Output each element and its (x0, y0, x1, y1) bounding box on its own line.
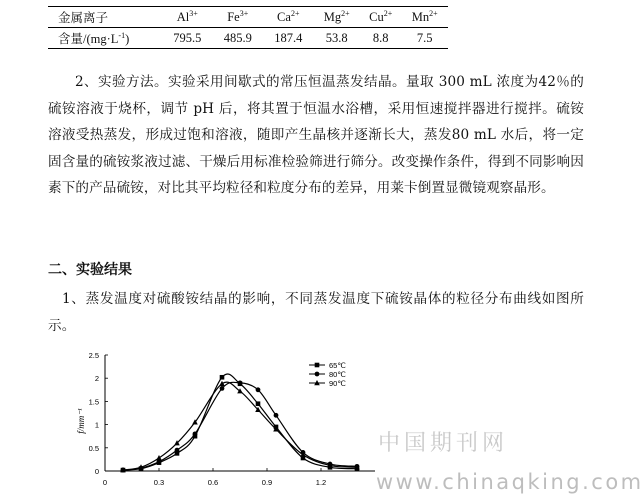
legend-entry: 90℃ (329, 379, 346, 388)
legend-entry: 80℃ (329, 370, 346, 379)
y-tick-label: 1.5 (88, 397, 99, 407)
y-tick-label: 2 (94, 374, 99, 384)
x-tick-label: 0.6 (207, 478, 219, 487)
x-tick-label: 0.9 (261, 478, 273, 487)
data-point (193, 431, 198, 436)
ion-header: $Mn^{2+}$ (401, 7, 448, 28)
particle-size-distribution-chart (55, 338, 380, 497)
y-tick-label: 2.5 (88, 351, 99, 360)
y-axis-label: f/mm⁻¹ (76, 408, 86, 434)
ion-header: $Fe^{3+}$ (213, 7, 264, 28)
watermark-url: www.chinaqking.com (376, 470, 644, 494)
table-row-label: 含量$/(mg\cdot L^{-1})$ (48, 28, 162, 49)
table-value-row (48, 28, 448, 49)
ion-header: $Mg^{2+}$ (314, 7, 360, 28)
ion-header: $Ca^{2+}$ (263, 7, 314, 28)
table-header-row (48, 7, 448, 28)
legend-marker (315, 363, 320, 368)
ion-value-cell: 53.8 (314, 28, 360, 49)
data-point (220, 375, 225, 380)
data-point (219, 381, 225, 386)
y-tick-label: 1 (94, 420, 99, 430)
x-tick-label: 0 (102, 478, 108, 487)
ion-value-cell: 187.4 (263, 28, 314, 49)
method-paragraph: 2、实验方法。实验采用间歇式的常压恒温蒸发结晶。量取 300 mL 浓度为42％的硫铵溶液于烧杯，调节 pH 后，将其置于恒温水浴槽，采用恒速搅拌器进行搅拌。硫铵溶液受热蒸发，形成过饱和溶液，随即产生晶核并逐渐长大，蒸发80 mL 水后，将一定固含量的硫铵浆液过滤、干燥后用标准检验筛进行筛分。改变操作条件，得到不同影响因素下的产品硫铵，对比其平均粒径和粒度分布的差异，用莱卡倒置显微镜观察晶形。 (48, 74, 584, 196)
ion-header: $Cu^{2+}$ (360, 7, 401, 28)
ion-value-cell: 795.5 (162, 28, 213, 49)
ion-value-cell: 7.5 (401, 28, 448, 49)
y-tick-label: 0.5 (88, 443, 99, 453)
ion-value-cell: 8.8 (360, 28, 401, 49)
watermark-cn: 中国期刊网 (378, 431, 509, 456)
data-point (156, 455, 162, 460)
data-point (220, 386, 225, 391)
ion-content-table (48, 6, 448, 49)
x-tick-label: 1.2 (315, 478, 327, 487)
section-heading: 二、实验结果 (48, 262, 132, 278)
data-point (274, 413, 279, 418)
ion-value-cell: 485.9 (213, 28, 264, 49)
ion-header: $Al^{3+}$ (162, 7, 213, 28)
data-point (175, 448, 180, 453)
data-point (256, 387, 261, 392)
data-point (238, 380, 243, 385)
legend-entry: 65℃ (329, 361, 346, 370)
data-point (256, 401, 261, 406)
table-header-label: 金属离子 (48, 7, 162, 28)
result-paragraph: 1、蒸发温度对硫酸铵结晶的影响，不同蒸发温度下硫铵晶体的粒径分布曲线如图所示。 (48, 291, 584, 334)
y-tick-label: 0 (94, 467, 99, 476)
x-tick-label: 0.3 (153, 478, 165, 487)
legend-marker (315, 372, 320, 377)
